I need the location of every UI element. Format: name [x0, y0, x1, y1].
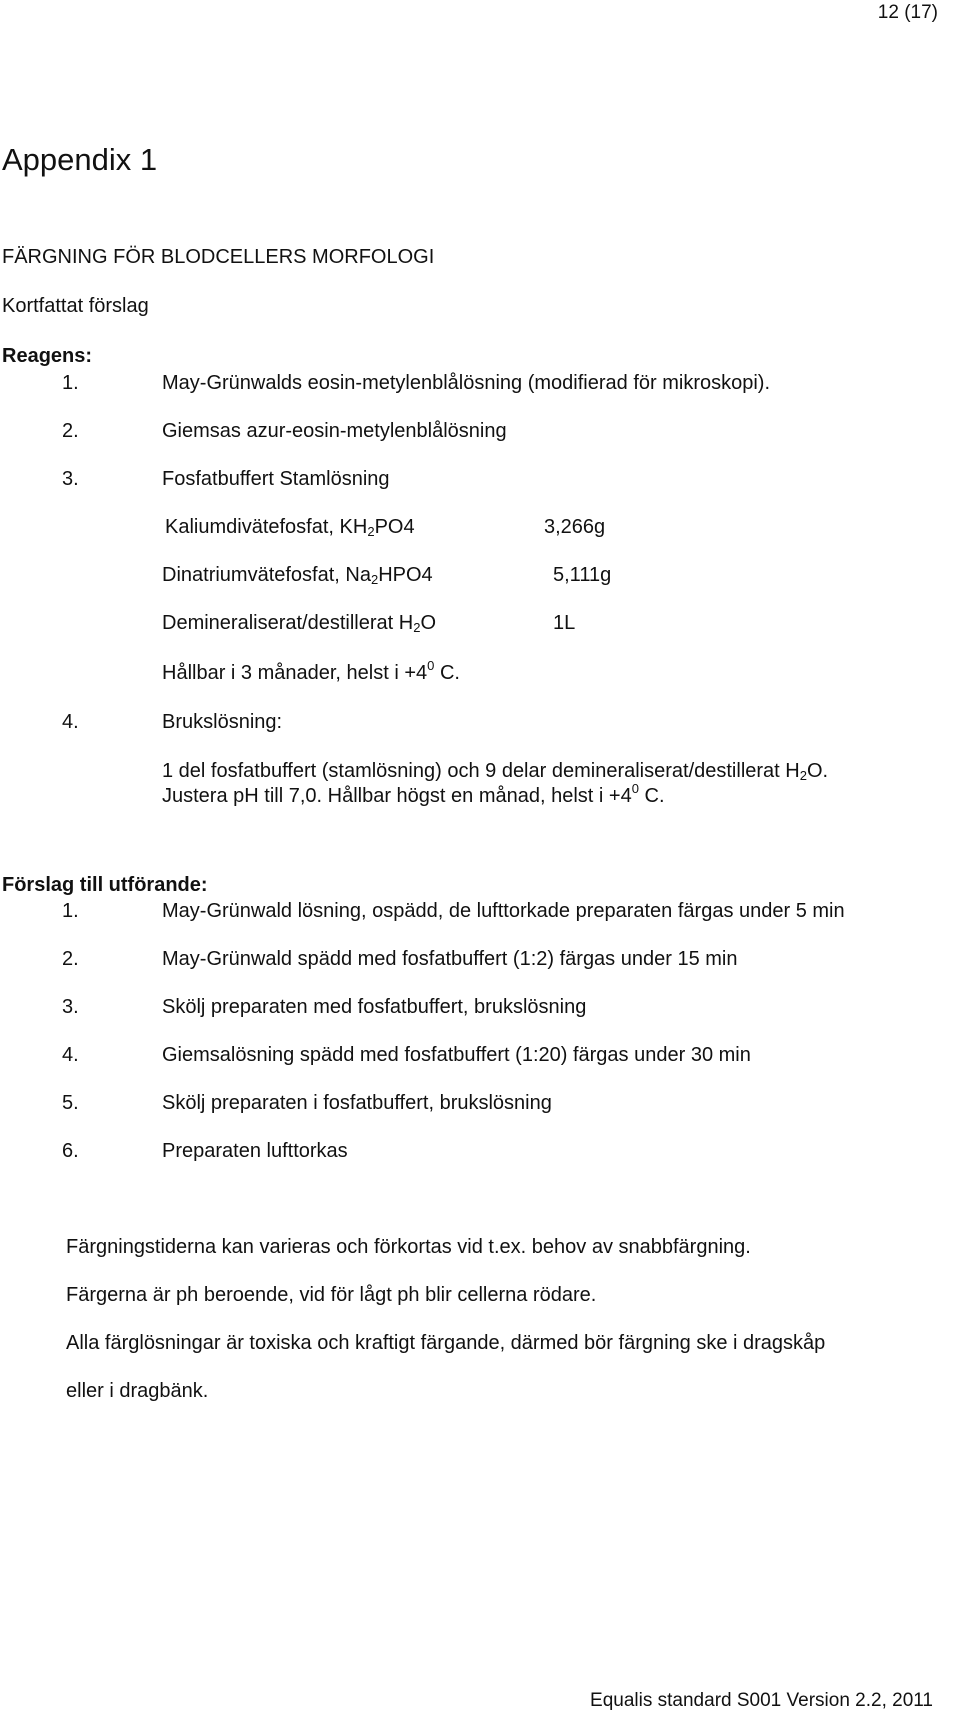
reagent-4-text: Brukslösning:: [162, 711, 283, 733]
note-line-1: Färgningstiderna kan varieras och förkortas vid t.ex. behov av snabbfärgning.: [66, 1236, 751, 1258]
step-6-number: 6.: [62, 1140, 79, 1162]
step-5-number: 5.: [62, 1092, 79, 1114]
note-line-2: Färgerna är ph beroende, vid för lågt ph blir cellerna rödare.: [66, 1284, 597, 1306]
page-number: 12 (17): [877, 2, 938, 23]
step-1-text: May-Grünwald lösning, ospädd, de lufttorkade preparaten färgas under 5 min: [162, 900, 845, 922]
step-4-text: Giemsalösning spädd med fosfatbuffert (1:20) färgas under 30 min: [162, 1044, 751, 1066]
buffer-row-1-name: Kaliumdivätefosfat, $KH_2PO4$: [165, 516, 415, 539]
step-6-text: Preparaten lufttorkas: [162, 1140, 348, 1162]
buffer-row-3-amount: 1L: [553, 612, 576, 634]
reagent-2-number: 2.: [62, 420, 79, 442]
note-line-4: eller i dragbänk.: [66, 1380, 209, 1402]
reagent-4-number: 4.: [62, 711, 79, 733]
subtitle: Kortfattat förslag: [2, 295, 149, 317]
reagent-3-number: 3.: [62, 468, 79, 490]
procedure-heading: Förslag till utförande:: [2, 874, 208, 896]
reagent-3-text: Fosfatbuffert Stamlösning: [162, 468, 390, 490]
step-4-number: 4.: [62, 1044, 79, 1066]
step-5-text: Skölj preparaten i fosfatbuffert, brukslösning: [162, 1092, 552, 1114]
working-solution-line-2: Justera pH till 7,0. Hållbar högst en månad, helst $i +4^0$ C.: [162, 781, 665, 807]
appendix-title: Appendix 1: [2, 142, 158, 177]
storage-note: Hållbar i 3 månader, helst $i +4^0$ C.: [162, 658, 460, 684]
buffer-row-3-name: Demineraliserat/destillerat $H_2O$: [162, 612, 436, 635]
reagents-heading: Reagens:: [2, 345, 93, 367]
footer-version: Equalis standard S001 Version 2.2, 2011: [590, 1690, 933, 1711]
buffer-row-2-name: Dinatriumvätefosfat, $Na_2HPO4$: [162, 564, 433, 587]
buffer-row-1-amount: 3,266g: [544, 516, 606, 538]
reagent-1-number: 1.: [62, 372, 79, 394]
step-3-text: Skölj preparaten med fosfatbuffert, brukslösning: [162, 996, 587, 1018]
reagent-2-text: Giemsas azur-eosin-metylenblålösning: [162, 420, 507, 442]
working-solution-line-1: 1 del fosfatbuffert (stamlösning) och 9 delar demineraliserat/destillerat $H_2O$.: [162, 760, 829, 783]
reagent-1-text: May-Grünwalds eosin-metylenblålösning (modifierad för mikroskopi).: [162, 372, 771, 394]
step-3-number: 3.: [62, 996, 79, 1018]
step-2-number: 2.: [62, 948, 79, 970]
step-1-number: 1.: [62, 900, 79, 922]
section-title: FÄRGNING FÖR BLODCELLERS MORFOLOGI: [2, 246, 435, 268]
note-line-3: Alla färglösningar är toxiska och kraftigt färgande, därmed bör färgning ske i dragskåp: [66, 1332, 826, 1354]
step-2-text: May-Grünwald spädd med fosfatbuffert (1:2) färgas under 15 min: [162, 948, 738, 970]
buffer-row-2-amount: 5,111g: [553, 564, 612, 586]
